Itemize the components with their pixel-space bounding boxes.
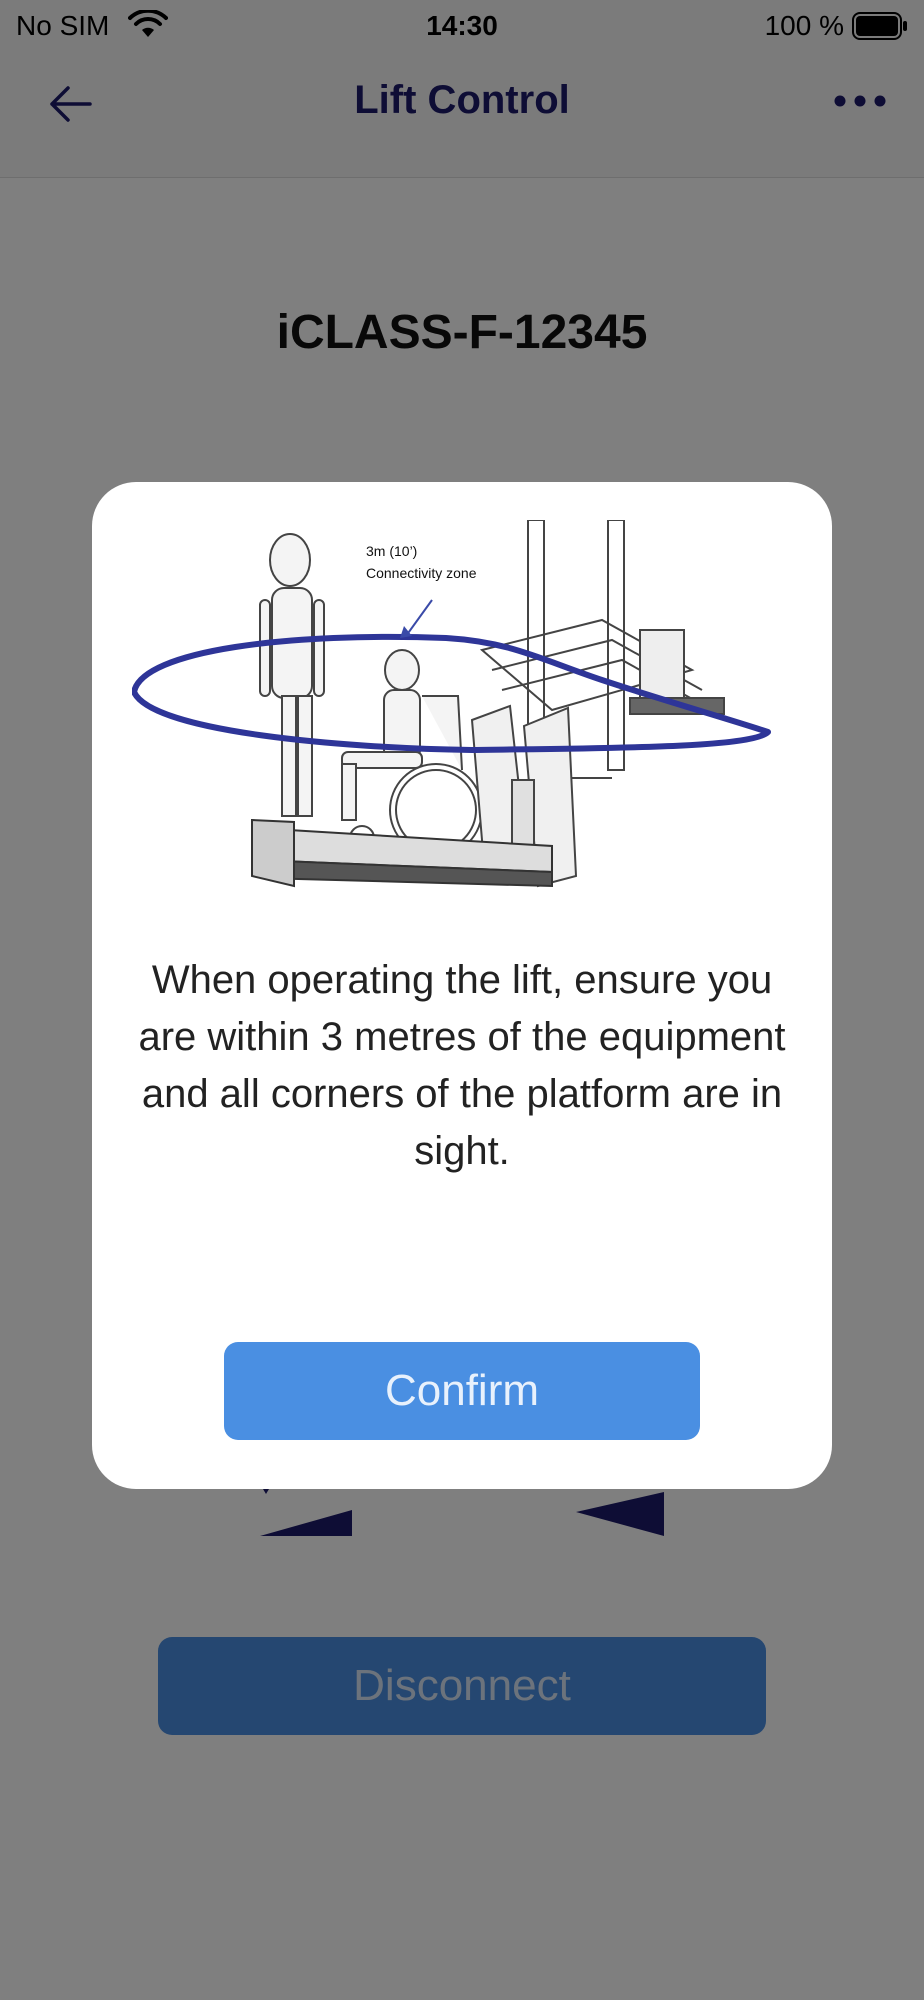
confirm-button[interactable]: Confirm: [224, 1342, 700, 1440]
zone-label-caption: Connectivity zone: [366, 565, 477, 581]
safety-modal: [92, 482, 832, 1489]
zone-label-distance: 3m (10’): [366, 543, 418, 559]
connectivity-zone-illustration: [132, 520, 792, 900]
safety-message: When operating the lift, ensure you are within 3 metres of the equipment and all corners of the platform are in sight.: [138, 958, 786, 1173]
callout-arrow: [406, 600, 432, 636]
standing-person-drawing: [260, 534, 324, 816]
wheelchair-user-drawing: [342, 650, 482, 856]
